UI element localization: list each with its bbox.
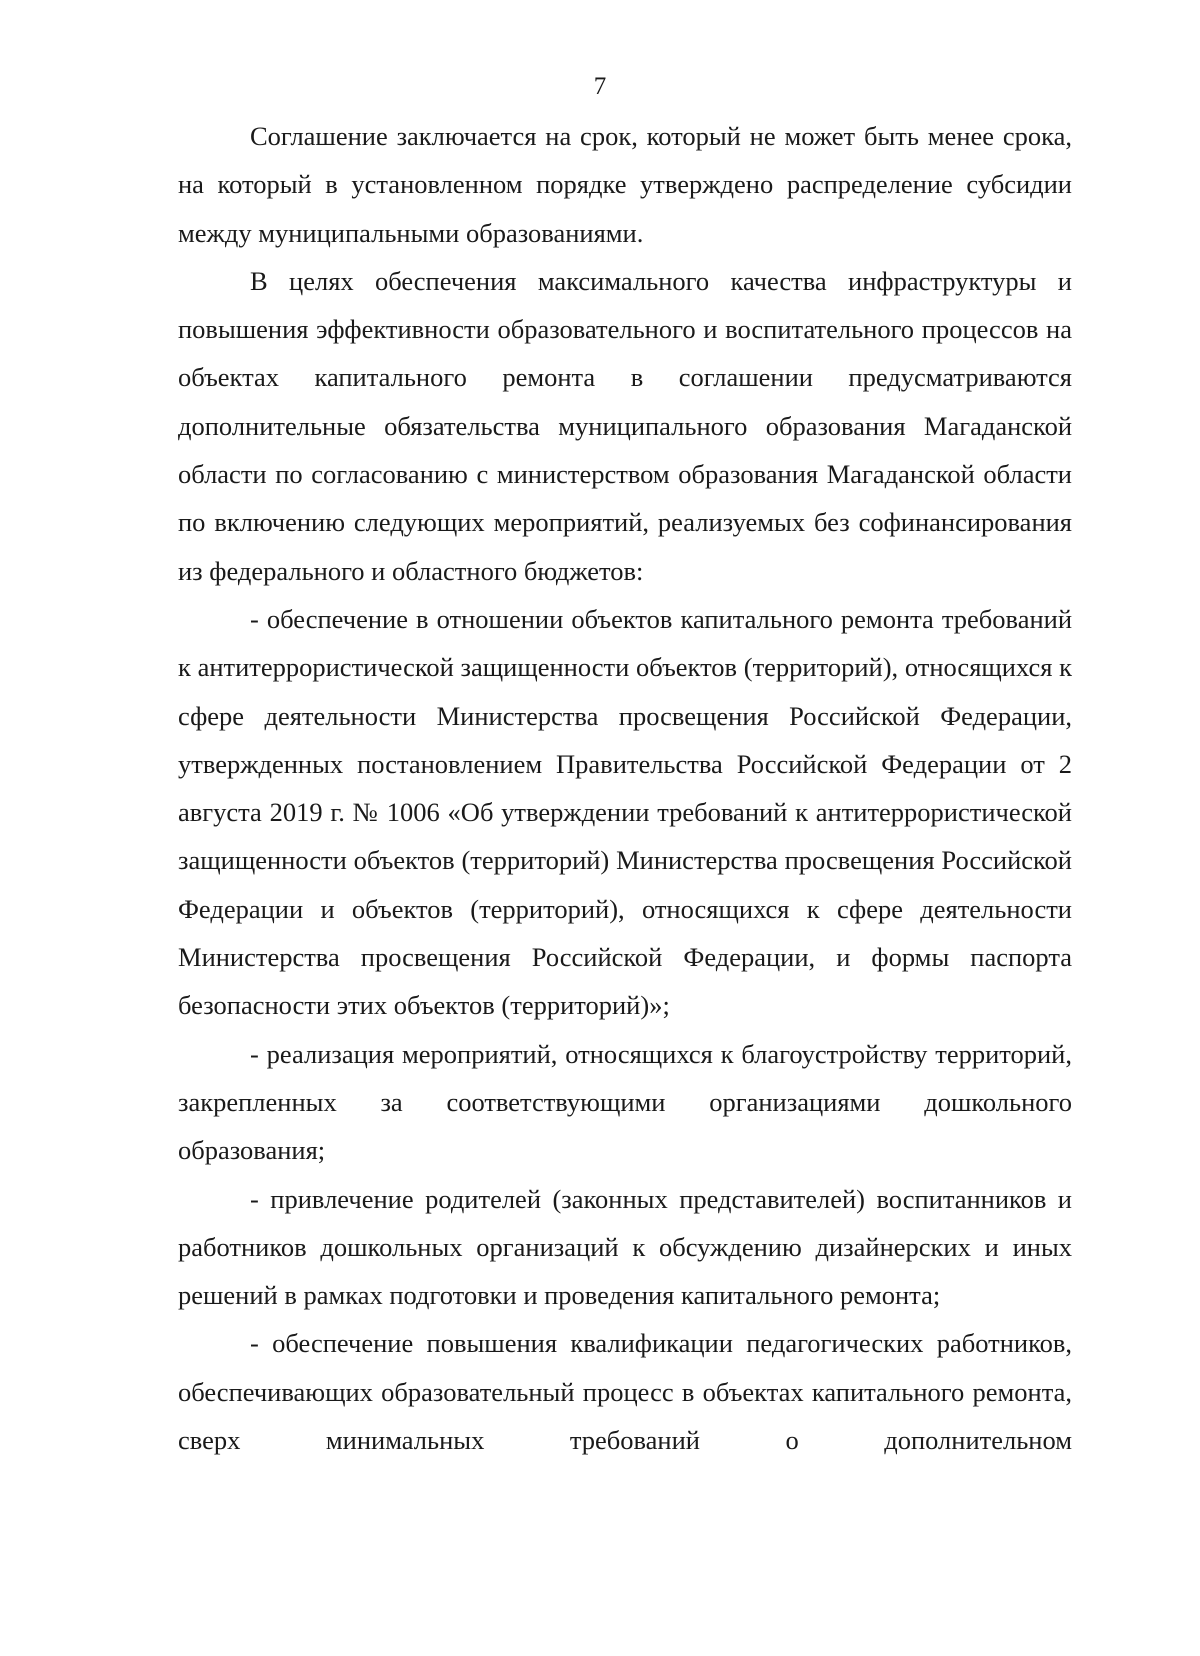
list-item-teacher-qualification: - обеспечение повышения квалификации педагогических работников, обеспечивающих образовательный процесс в объектах капитального ремонта, сверх минимальных требований о дополнительном [178,1328,1072,1456]
list-item-territory-improvement: - реализация мероприятий, относящихся к благоустройству территорий, закрепленных за соответствующими организациями дошкольного образования; [178,1038,1072,1166]
document-body [178,112,1072,1464]
list-item-antiterror-requirements: - обеспечение в отношении объектов капитального ремонта требований к антитеррористической защищенности объектов (территорий), относящихся к сфере деятельности Министерства просвещения Российской Федерации, утвержденных постановлением Правительства Российской Федерации от 2 августа 2019 г. № 1006 «Об утверждении требований к антитеррористической защищенности объектов (территорий) Министерства просвещения Российской Федерации и объектов (территорий), относящихся к сфере деятельности Министерства просвещения Российской Федерации, и формы паспорта безопасности этих объектов (территорий)»; [178,603,1072,1021]
list-item-parent-involvement: - привлечение родителей (законных представителей) воспитанников и работников дошкольных организаций к обсуждению дизайнерских и иных решений в рамках подготовки и проведения капитального ремонта; [178,1183,1072,1311]
page-number: 7 [593,73,607,100]
paragraph-agreement-term: Соглашение заключается на срок, который не может быть менее срока, на который в установленном порядке утверждено распределение субсидии между муниципальными образованиями. [178,121,1072,248]
paragraph-additional-obligations: В целях обеспечения максимального качества инфраструктуры и повышения эффективности образовательного и воспитательного процессов на объектах капитального ремонта в соглашении предусматриваются дополнительные обязательства муниципального образования Магаданской области по согласованию с министерством образования Магаданской области по включению следующих мероприятий, реализуемых без софинансирования из федерального и областного бюджетов: [178,265,1072,586]
